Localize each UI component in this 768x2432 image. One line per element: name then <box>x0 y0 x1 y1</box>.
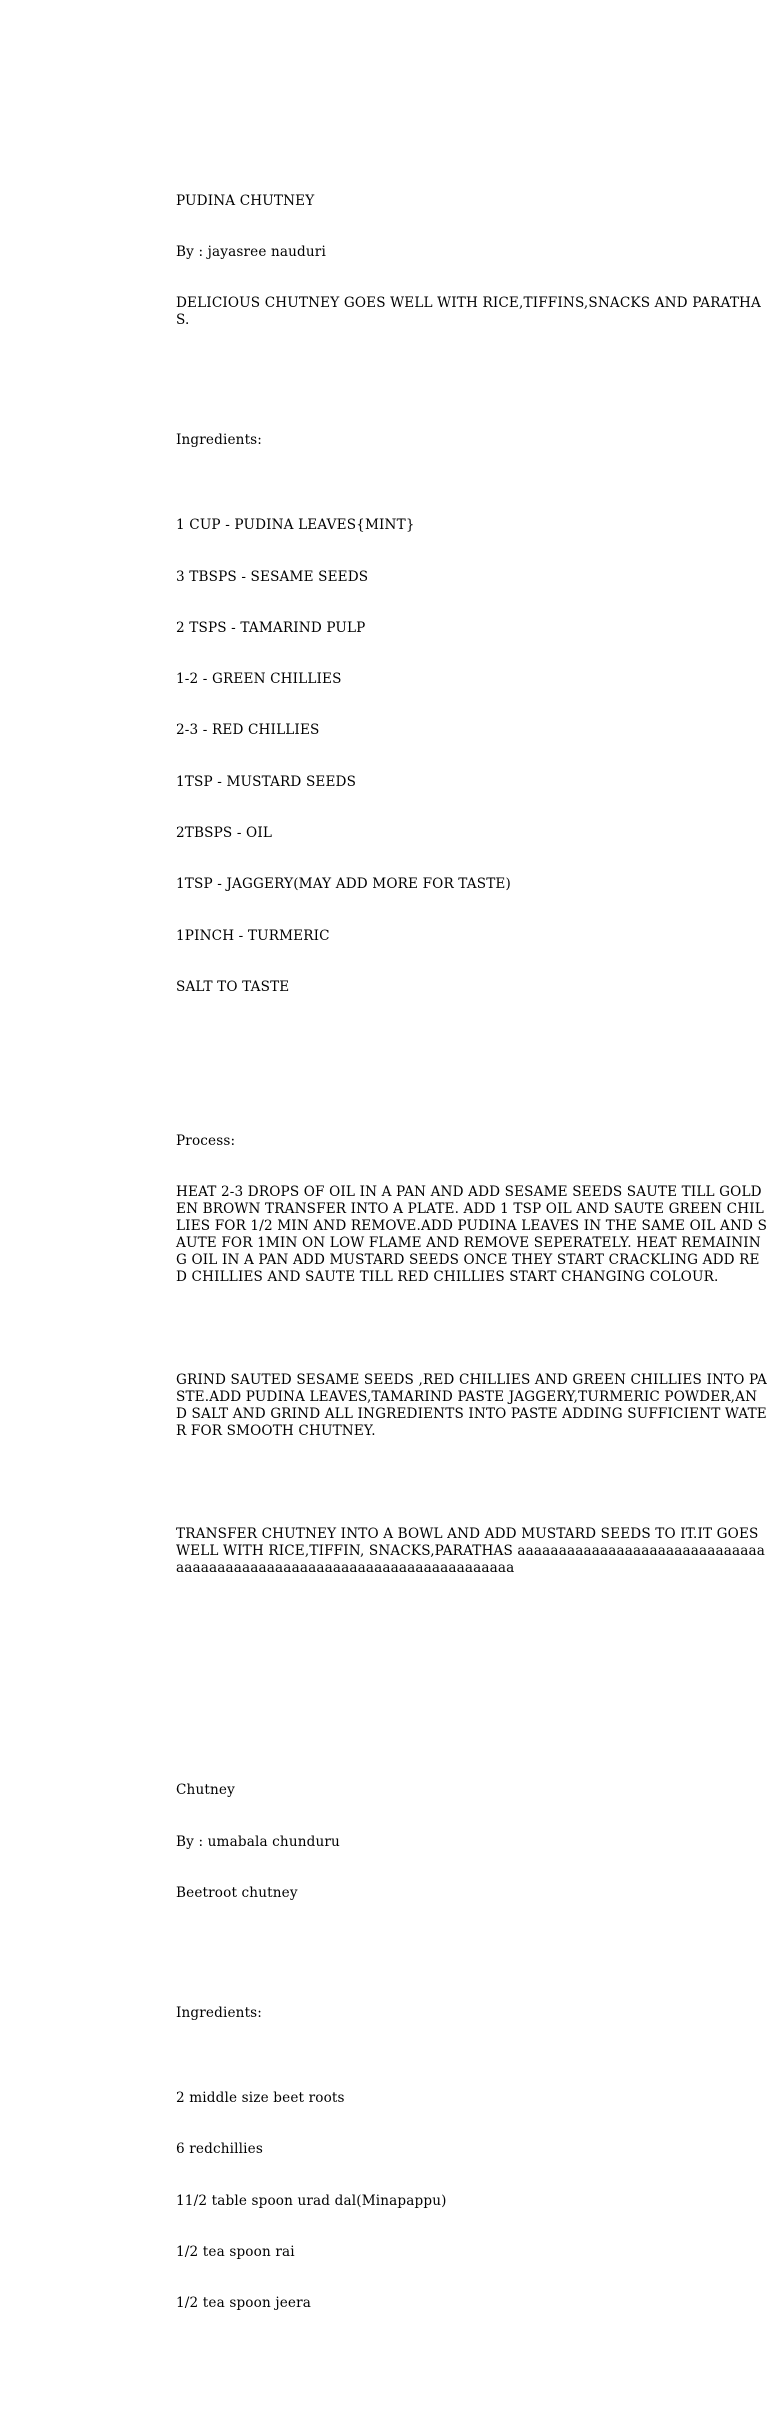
ingredient-item: 1/2 tea spoon rai <box>176 2243 295 2260</box>
recipe-description: DELICIOUS CHUTNEY GOES WELL WITH RICE,TIFFINS,SNACKS AND PARATHAS. <box>176 295 762 329</box>
process-heading: Process: <box>176 1132 236 1149</box>
recipe-beetroot-chutney <box>176 1748 768 2380</box>
ingredients-heading: Ingredients: <box>176 2004 263 2021</box>
process-paragraph: TRANSFER CHUTNEY INTO A BOWL AND ADD MUSTARD SEEDS TO IT.IT GOES WELL WITH RICE,TIFFIN, SNACKS,PARATHAS aaaaaaaaaaaaaaaaaaaaaaaaaaaaaaaaaaaaaaaaaaaaaaaaaaaaaaaaaaaaaaaaaaaaaaa <box>176 1525 766 1577</box>
ingredient-item: SALT TO TASTE <box>176 978 290 995</box>
spacer <box>176 1936 768 1953</box>
ingredients-list <box>176 483 768 1030</box>
ingredient-item: 1PINCH - TURMERIC <box>176 927 330 944</box>
spacer <box>176 1064 768 1081</box>
ingredient-item: 1-2 - GREEN CHILLIES <box>176 671 342 688</box>
ingredient-item: 6 redchillies <box>176 2141 263 2158</box>
spacer <box>176 1663 768 1680</box>
spacer <box>176 1475 768 1492</box>
ingredient-item: 1/2 tea spoon jeera <box>176 2295 312 2312</box>
recipe-title: Chutney <box>176 1782 235 1799</box>
spacer <box>176 364 768 381</box>
ingredient-item: 11/2 table spoon urad dal(Minapappu) <box>176 2192 447 2209</box>
process-paragraph: GRIND SAUTED SESAME SEEDS ,RED CHILLIES AND GREEN CHILLIES INTO PASTE.ADD PUDINA LEAVES,TAMARIND PASTE JAGGERY,TURMERIC POWDER,AND SALT AND GRIND ALL INGREDIENTS INTO PASTE ADDING SUFFICIENT WATER FOR SMOOTH CHUTNEY. <box>176 1372 768 1440</box>
ingredient-item: 2 middle size beet roots <box>176 2089 345 2106</box>
recipe-subtitle: Beetroot chutney <box>176 1884 298 1901</box>
ingredient-item: 2TBSPS - OIL <box>176 825 273 842</box>
ingredient-item: 3 TBSPS - SESAME SEEDS <box>176 568 369 585</box>
ingredients-list <box>176 2056 768 2347</box>
recipe-author: By : jayasree nauduri <box>176 243 326 260</box>
recipe-title: PUDINA CHUTNEY <box>176 192 315 209</box>
ingredient-item: 1TSP - JAGGERY(MAY ADD MORE FOR TASTE) <box>176 876 511 893</box>
spacer <box>176 1321 768 1338</box>
recipe-pudina-chutney <box>176 158 768 1611</box>
ingredient-item: 1TSP - MUSTARD SEEDS <box>176 773 357 790</box>
recipe-author: By : umabala chunduru <box>176 1833 340 1850</box>
ingredient-item: 2 TSPS - TAMARIND PULP <box>176 619 366 636</box>
process-paragraph: HEAT 2-3 DROPS OF OIL IN A PAN AND ADD SESAME SEEDS SAUTE TILL GOLDEN BROWN TRANSFER INTO A PLATE. ADD 1 TSP OIL AND SAUTE GREEN CHILLIES FOR 1/2 MIN AND REMOVE.ADD PUDINA LEAVES IN THE SAME OIL AND SAUTE FOR 1MIN ON LOW FLAME AND REMOVE SEPERATELY. HEAT REMAINING OIL IN A PAN ADD MUSTARD SEEDS ONCE THEY START CRACKLING ADD RED CHILLIES AND SAUTE TILL RED CHILLIES START CHANGING COLOUR. <box>176 1184 768 1286</box>
ingredient-item: 1 CUP - PUDINA LEAVES{MINT} <box>176 517 415 534</box>
ingredients-heading: Ingredients: <box>176 431 263 448</box>
ingredient-item: 2-3 - RED CHILLIES <box>176 722 320 739</box>
document-text <box>176 90 768 2432</box>
